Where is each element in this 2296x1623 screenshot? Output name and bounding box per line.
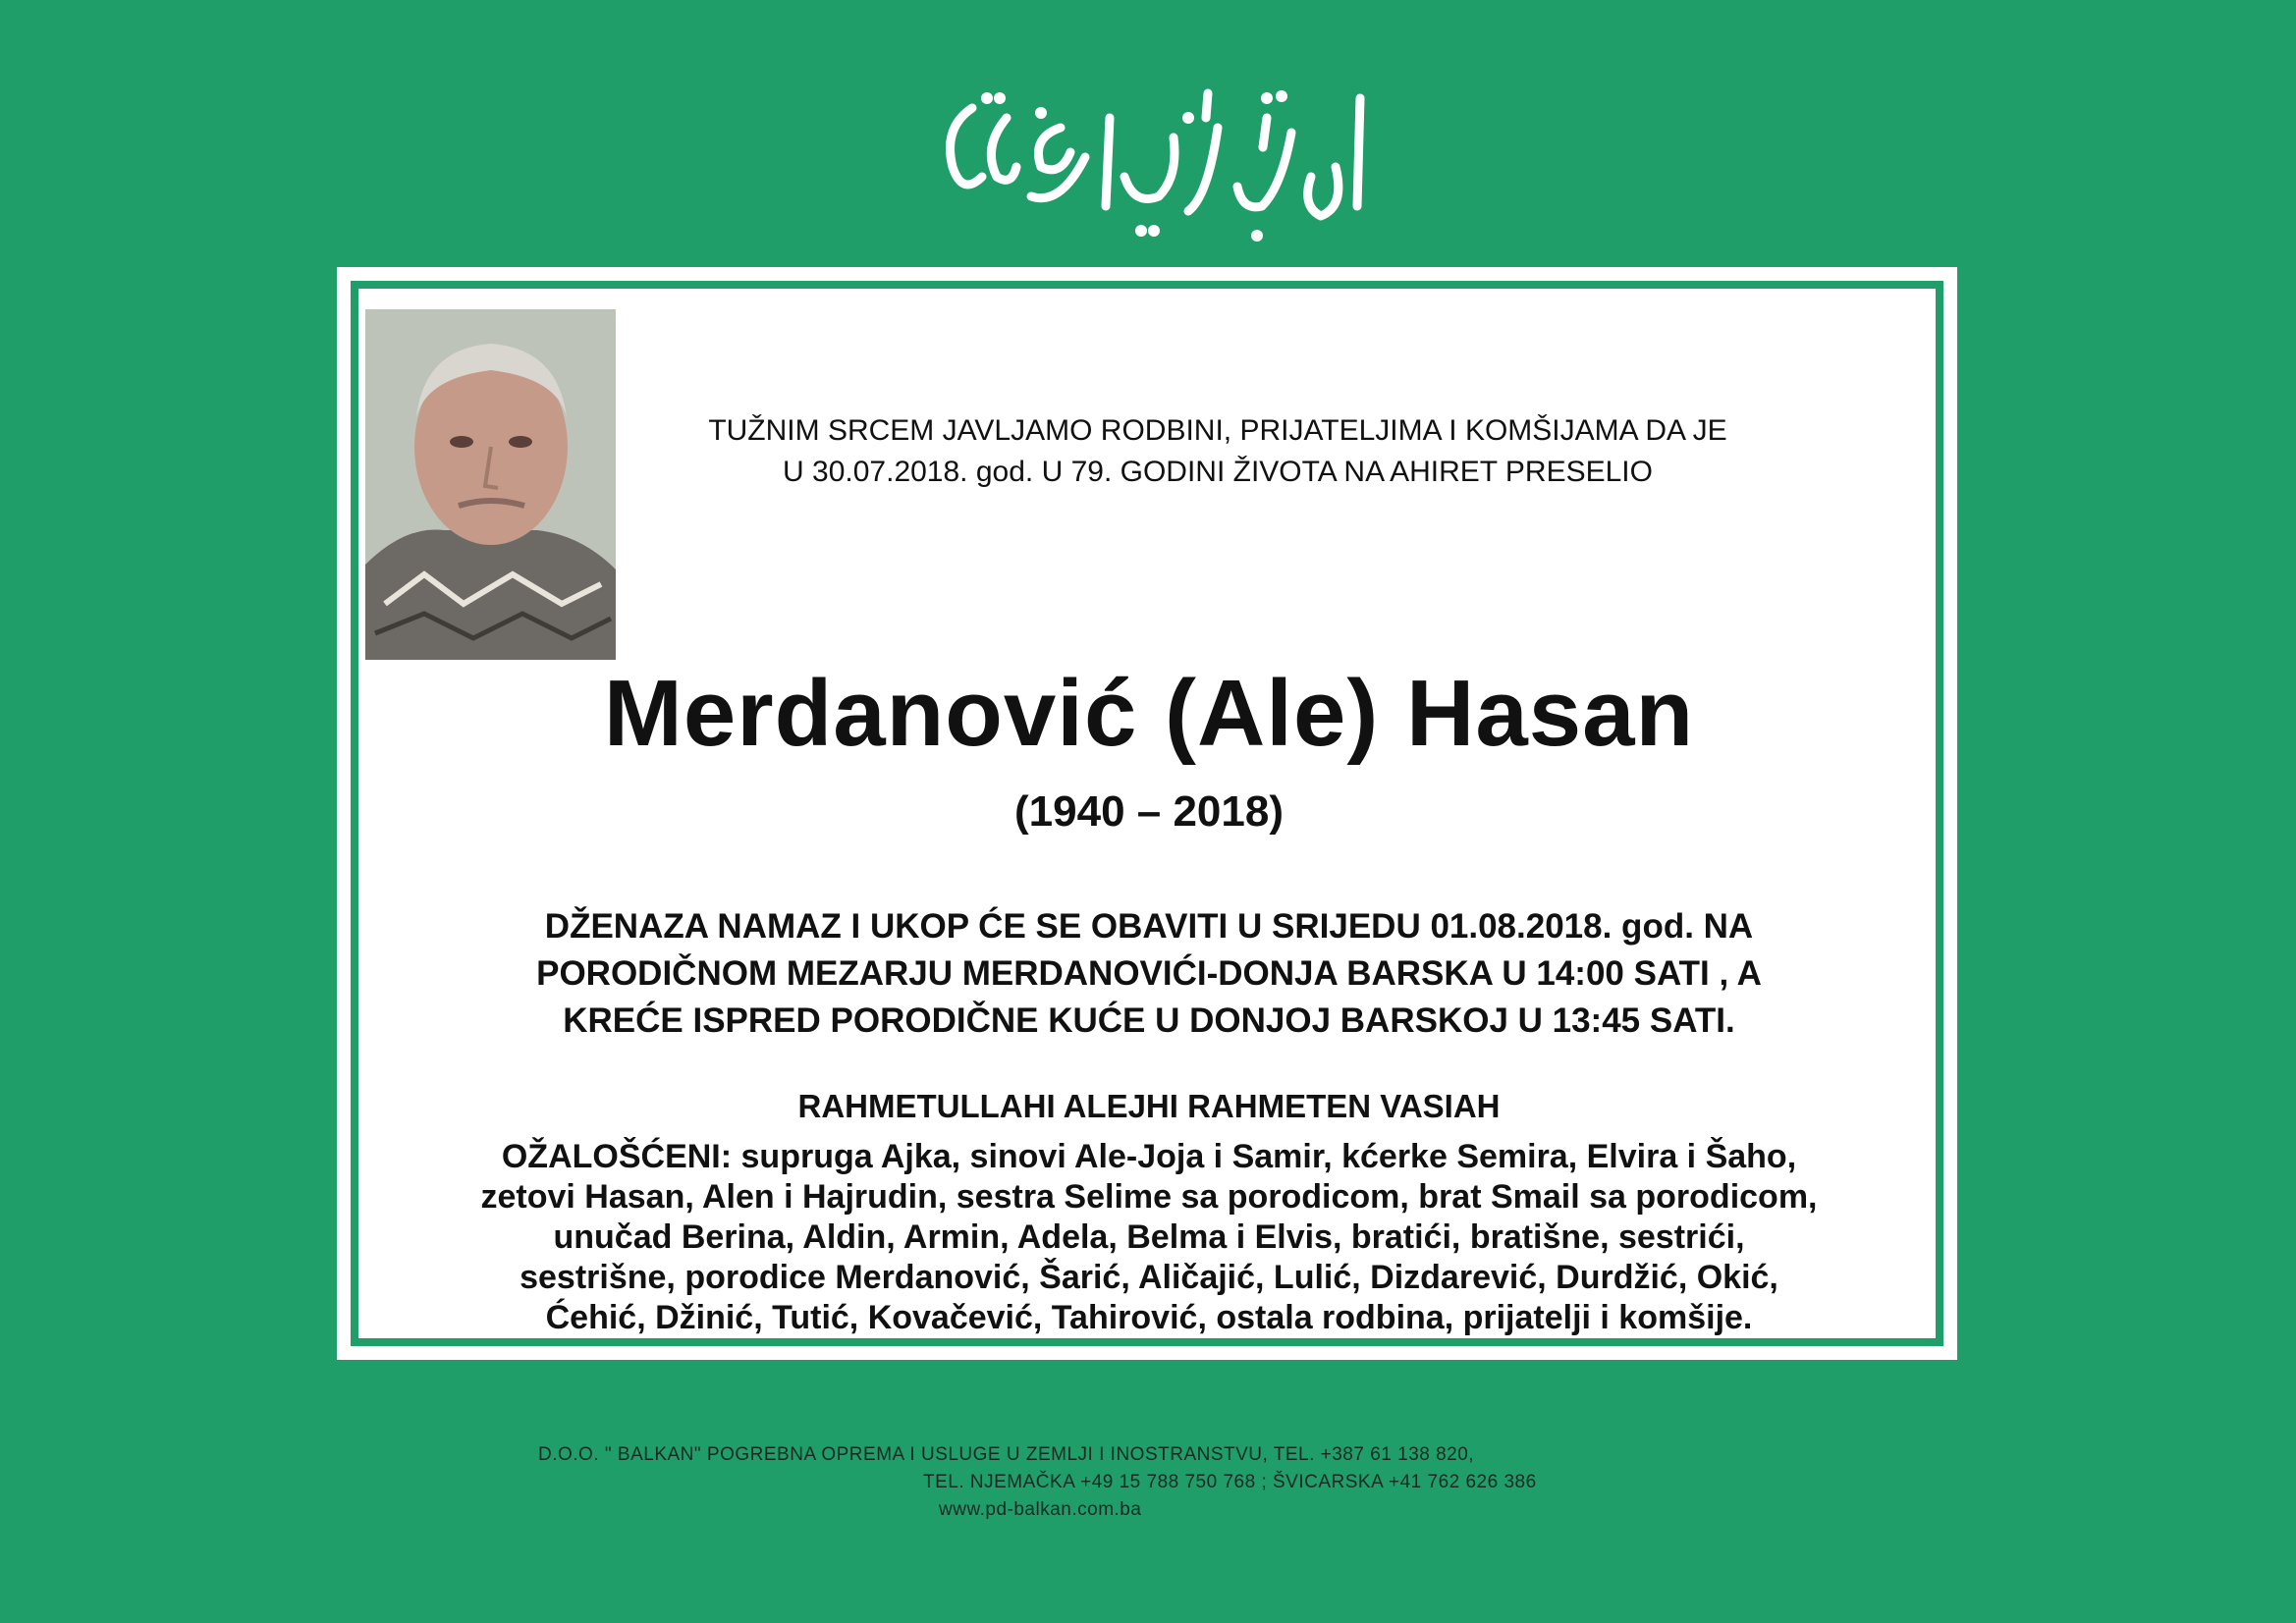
funeral-line: PORODIČNOM MEZARJU MERDANOVIĆI-DONJA BARSKA U 14:00 SATI , A (536, 954, 1762, 993)
funeral-details (373, 903, 1925, 1045)
intro-line: TUŽNIM SRCEM JAVLJAMO RODBINI, PRIJATELJIMA I KOMŠIJAMA DA JE (708, 414, 1727, 447)
mourners-list (373, 1137, 1925, 1338)
intro-line: U 30.07.2018. god. U 79. GODINI ŽIVOTA NA AHIRET PRESELIO (783, 456, 1653, 488)
arabic-calligraphy-icon (913, 59, 1385, 255)
footer-website-link[interactable]: www.pd-balkan.com.ba (939, 1499, 1142, 1520)
deceased-years: (1940 – 2018) (1014, 787, 1284, 836)
funeral-company-footer (393, 1441, 1905, 1524)
prayer-text: RAHMETULLAHI ALEJHI RAHMETEN VASIAH (797, 1088, 1501, 1124)
footer-company-line: D.O.O. " BALKAN" POGREBNA OPREMA I USLUGE U ZEMLJI I INOSTRANSTVU, TEL. +387 61 138 820, (538, 1444, 1475, 1465)
mourners-line: unučad Berina, Aldin, Armin, Adela, Belma i Elvis, bratići, bratišne, sestrići, (553, 1218, 1745, 1256)
deceased-name: Merdanović (Ale) Hasan (603, 661, 1695, 766)
portrait-photo-icon (365, 309, 616, 660)
funeral-line: KREĆE ISPRED PORODIČNE KUĆE U DONJOJ BARSKOJ U 13:45 SATI. (563, 1001, 1735, 1040)
mourners-line: Ćehić, Džinić, Tutić, Kovačević, Tahirović, ostala rodbina, prijatelji i komšije. (545, 1299, 1753, 1336)
mourners-line: zetovi Hasan, Alen i Hajrudin, sestra Selime sa porodicom, brat Smail sa porodicom, (480, 1178, 1818, 1216)
mourners-line: sestrišne, porodice Merdanović, Šarić, Aličajić, Lulić, Dizdarević, Durdžić, Okić, (519, 1259, 1778, 1296)
intro-text (629, 410, 1807, 493)
footer-phone-line: TEL. NJEMAČKA +49 15 788 750 768 ; ŠVICARSKA +41 762 626 386 (923, 1472, 1537, 1492)
mourners-line: OŽALOŠĆENI: supruga Ajka, sinovi Ale-Joja i Samir, kćerke Semira, Elvira i Šaho, (501, 1138, 1797, 1175)
funeral-line: DŽENAZA NAMAZ I UKOP ĆE SE OBAVITI U SRIJEDU 01.08.2018. god. NA (544, 907, 1754, 946)
